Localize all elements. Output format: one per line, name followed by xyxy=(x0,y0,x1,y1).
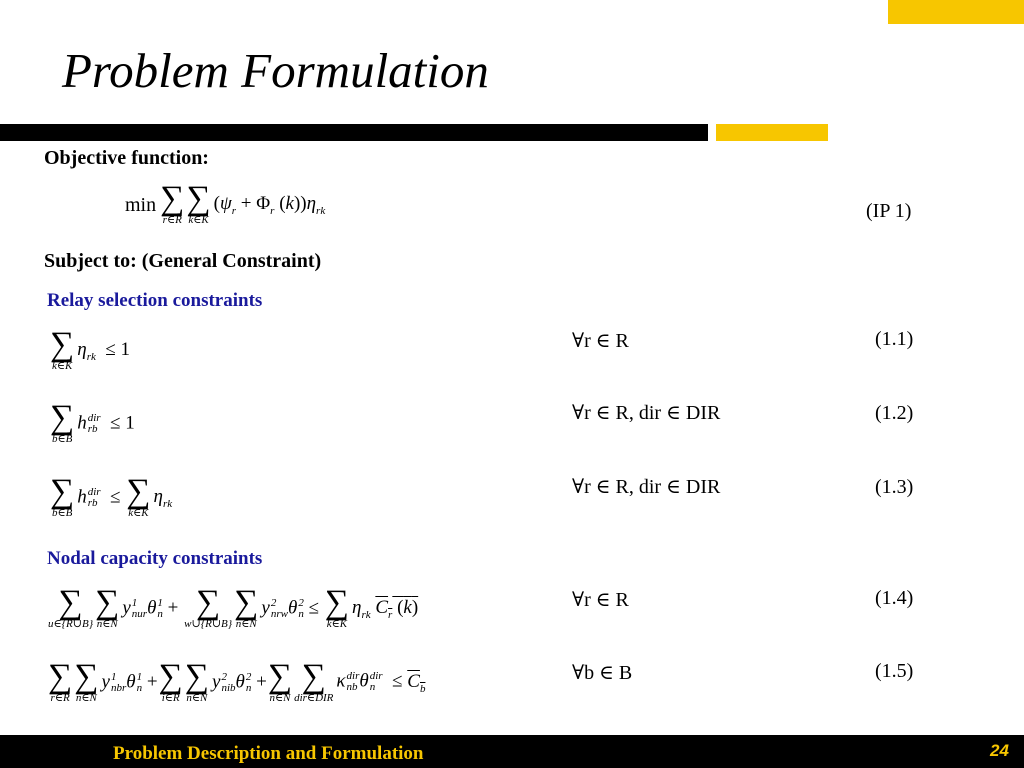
constraint-1-4-number: (1.4) xyxy=(875,587,914,609)
page-number: 24 xyxy=(990,741,1009,760)
constraint-1-2-number: (1.2) xyxy=(875,402,914,424)
objective-number: (IP 1) xyxy=(866,200,912,222)
relay-heading: Relay selection constraints xyxy=(47,290,263,311)
objective-heading: Objective function: xyxy=(44,147,209,169)
nodal-heading: Nodal capacity constraints xyxy=(47,548,263,569)
title-divider-black xyxy=(0,124,708,141)
constraint-1-3-number: (1.3) xyxy=(875,476,914,498)
constraint-1-5-equation: ∑ r∈R ∑ n∈N y 1 nbr θ 1 n + ∑ i∈R ∑ n∈N y 2 nib θ 2 n + ∑ n∈N ∑ dir∈DIR κ dir nb θ dir n ≤ $C_b$ xyxy=(48,658,426,704)
title-divider-yellow xyxy=(716,124,828,141)
constraint-1-3-condition: ∀r ∈ R, dir ∈ DIR xyxy=(572,476,721,498)
top-accent-bar xyxy=(888,0,1024,24)
constraint-1-1-equation: ∑ k∈K $\eta_{rk} \le 1$ xyxy=(50,326,131,372)
constraint-1-4-condition: ∀r ∈ R xyxy=(572,589,629,611)
constraint-1-2-equation: ∑ b∈B h dir rb ≤ 1 xyxy=(50,399,135,445)
objective-equation: min ∑ r∈R ∑ k∈K ($\psi_r + \Phi_r$ $(k))\eta_{rk}$ xyxy=(125,180,326,226)
page-title: Problem Formulation xyxy=(62,43,489,98)
constraint-1-1-number: (1.1) xyxy=(875,328,914,350)
constraint-1-4-equation: ∑ u∈{R∪B} ∑ n∈N y 1 nur θ 1 n + ∑ w∪{R∪B} ∑ n∈N y 2 nrw θ 2 n ≤ ∑ k∈K $\eta_{rk}$ $C_r$ (k) xyxy=(48,584,419,630)
constraint-1-3-equation: ∑ b∈B h dir rb ≤ ∑ k∈K $\eta_{rk}$ xyxy=(50,473,173,519)
constraint-1-5-number: (1.5) xyxy=(875,660,914,682)
footer-title: Problem Description and Formulation xyxy=(113,743,424,764)
constraint-1-2-condition: ∀r ∈ R, dir ∈ DIR xyxy=(572,402,721,424)
subject-heading: Subject to: (General Constraint) xyxy=(44,250,322,272)
constraint-1-5-condition: ∀b ∈ B xyxy=(572,662,633,684)
constraint-1-1-condition: ∀r ∈ R xyxy=(572,330,629,352)
